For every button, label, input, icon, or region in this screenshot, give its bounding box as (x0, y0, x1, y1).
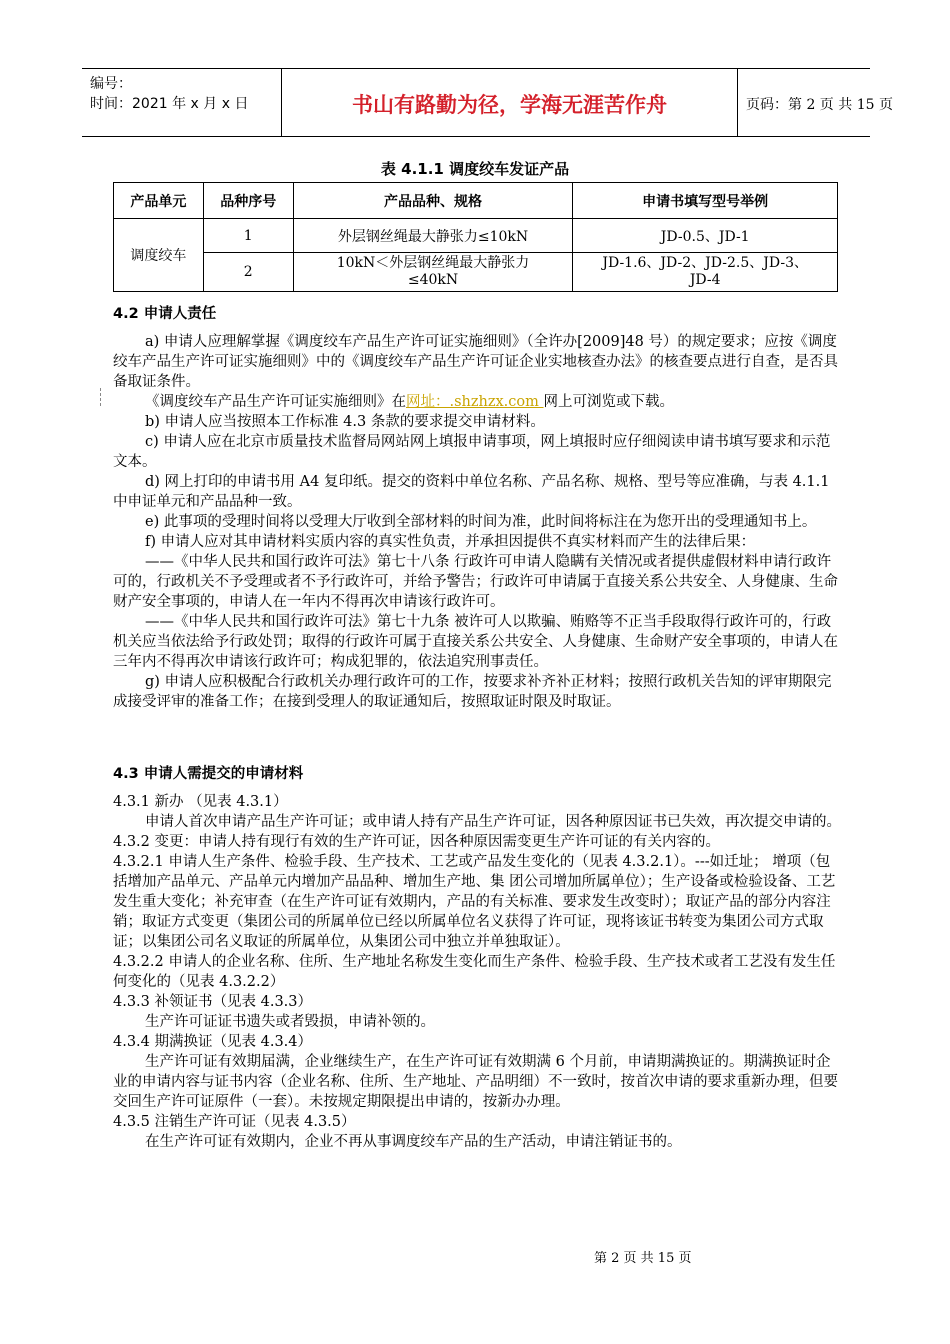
header-page-cell (738, 69, 893, 136)
paragraph: d) 网上打印的申请书用 A4 复印纸。提交的资料中单位名称、产品名称、规格、型号等应准确，与表 4.1.1 中申证单元和产品品种一致。 (113, 474, 830, 510)
paragraph: g) 申请人应积极配合行政机关办理行政许可的工作，按要求补齐补正材料；按照行政机关告知的评审期限完成接受评审的准备工作；在接到受理人的取证通知后，按照取证时限及时取证。 (113, 674, 832, 710)
table-cell: 10kN＜外层钢丝绳最大静张力≤40kN (293, 253, 573, 292)
paragraph: ——《中华人民共和国行政许可法》第七十八条 行政许可申请人隐瞒有关情况或者提供虚假材料申请行政许可的，行政机关不予受理或者不予行政许可，并给予警告；行政许可申请属于直接关系公共安全、人身健康、生命财产安全事项的，申请人在一年内不得再次申请该行政许可。 (113, 554, 838, 610)
paragraph: e) 此事项的受理时间将以受理大厅收到全部材料的时间为准，此时间将标注在为您开出的受理通知书上。 (145, 514, 817, 530)
paragraph: 在生产许可证有效期内，企业不再从事调度绞车产品的生产活动，申请注销证书的。 (145, 1134, 682, 1150)
table-cell: JD-0.5、JD-1 (573, 219, 838, 253)
subsection-heading: 4.3.3 补领证书（见表 4.3.3） (113, 994, 313, 1010)
page-footer: 第 2 页 共 15 页 (594, 1251, 692, 1266)
header-slogan: 书山有路勤为径，学海无涯苦作舟 (352, 93, 667, 117)
paragraph: b) 申请人应当按照本工作标准 4.3 条款的要求提交申请材料。 (145, 414, 545, 430)
paragraph: 申请人首次申请产品生产许可证；或申请人持有产品生产许可证，因各种原因证书已失效，再次提交申请的。 (145, 814, 841, 830)
paragraph: 4.3.2.2 申请人的企业名称、住所、生产地址名称发生变化而生产条件、检验手段、生产技术或者工艺没有发生任何变化的（见表 4.3.2.2） (113, 954, 836, 990)
subsection-heading: 4.3.1 新办 （见表 4.3.1） (113, 794, 288, 810)
table-caption: 表 4.1.1 调度绞车发证产品 (380, 160, 570, 178)
document-number-label: 编号： (90, 76, 132, 92)
table-header-cell: 产品单元 (114, 183, 204, 219)
text-span: 网上可浏览或下载。 (543, 394, 675, 410)
product-table (113, 182, 838, 292)
table-header-cell: 申请书填写型号举例 (573, 183, 838, 219)
paragraph: 4.3.2.1 申请人生产条件、检验手段、生产技术、工艺或产品发生变化的（见表 4.3.2.1）。---如迁址； 增项（包括增加产品单元、产品单元内增加产品品种、增加生产地、集 团公司增加所属单位）；生产设备或检验设备、工艺发生重大变化；补充审查（在生产许可证有效期内，产品的有关标准、要求发生改变时）；取证产品的部分内容注销；取证方式变更（集团公司的所属单位已经以所属单位名义获得了许可证，现将该证书转变为集团公司方式取证；以集团公司名义取证的所属单位，从集团公司中独立并单独取证）。 (113, 854, 836, 950)
header-slogan-cell (282, 69, 738, 136)
header-meta-cell (82, 69, 282, 136)
document-date: 时间：2021 年 x 月 x 日 (90, 96, 249, 112)
paragraph: 生产许可证证书遗失或者毁损，申请补领的。 (145, 1014, 435, 1030)
margin-mark (100, 388, 102, 406)
product-unit-cell: 调度绞车 (114, 219, 204, 292)
section-heading: 4.2 申请人责任 (113, 306, 217, 322)
table-header-row (114, 183, 838, 219)
section-heading: 4.3 申请人需提交的申请材料 (113, 766, 304, 782)
table-cell: JD-1.6、JD-2、JD-2.5、JD-3、JD-4 (573, 253, 838, 292)
paragraph: c) 申请人应在北京市质量技术监督局网站网上填报申请事项，网上填报时应仔细阅读申请书填写要求和示范文本。 (113, 434, 831, 470)
table-cell: 外层钢丝绳最大静张力≤10kN (293, 219, 573, 253)
table-cell: 1 (203, 219, 293, 253)
text-span: 《调度绞车产品生产许可证实施细则》在 (145, 394, 406, 410)
table-row (114, 219, 838, 253)
paragraph: ——《中华人民共和国行政许可法》第七十九条 被许可人以欺骗、贿赂等不正当手段取得行政许可的，行政机关应当依法给予行政处罚；取得的行政许可属于直接关系公共安全、人身健康、生命财产安全事项的，申请人在三年内不得再次申请该行政许可；构成犯罪的，依法追究刑事责任。 (113, 614, 838, 670)
paragraph: a) 申请人应理解掌握《调度绞车产品生产许可证实施细则》（全许办[2009]48 号）的规定要求；应按《调度绞车产品生产许可证实施细则》中的《调度绞车产品生产许可证企业实地核查办法》的核查要点进行自查，是否具备取证条件。 (113, 334, 838, 390)
section-4-3 (113, 764, 841, 1152)
subsection-heading: 4.3.4 期满换证（见表 4.3.4） (113, 1034, 313, 1050)
header-page-info: 页码：第 2 页 共 15 页 (746, 97, 893, 113)
table-cell: 2 (203, 253, 293, 292)
table-row (114, 253, 838, 292)
table-header-cell: 品种序号 (203, 183, 293, 219)
table-header-cell: 产品品种、规格 (293, 183, 573, 219)
paragraph: 生产许可证有效期届满，企业继续生产，在生产许可证有效期满 6 个月前，申请期满换证的。期满换证时企业的申请内容与证书内容（企业名称、住所、生产地址、产品明细）不一致时，按首次申请的要求重新办理，但要交回生产许可证原件（一套）。未按规定期限提出申请的，按新办办理。 (113, 1054, 838, 1110)
section-4-2 (113, 304, 841, 712)
website-link[interactable]: 网址：.shzhzx.com (406, 394, 544, 410)
page-header (82, 68, 893, 137)
paragraph: f) 申请人应对其申请材料实质内容的真实性负责，并承担因提供不真实材料而产生的法律后果： (145, 534, 756, 550)
paragraph (113, 392, 841, 412)
subsection-heading: 4.3.5 注销生产许可证（见表 4.3.5） (113, 1114, 356, 1130)
paragraph: 4.3.2 变更：申请人持有现行有效的生产许可证，因各种原因需变更生产许可证的有关内容的。 (113, 834, 720, 850)
